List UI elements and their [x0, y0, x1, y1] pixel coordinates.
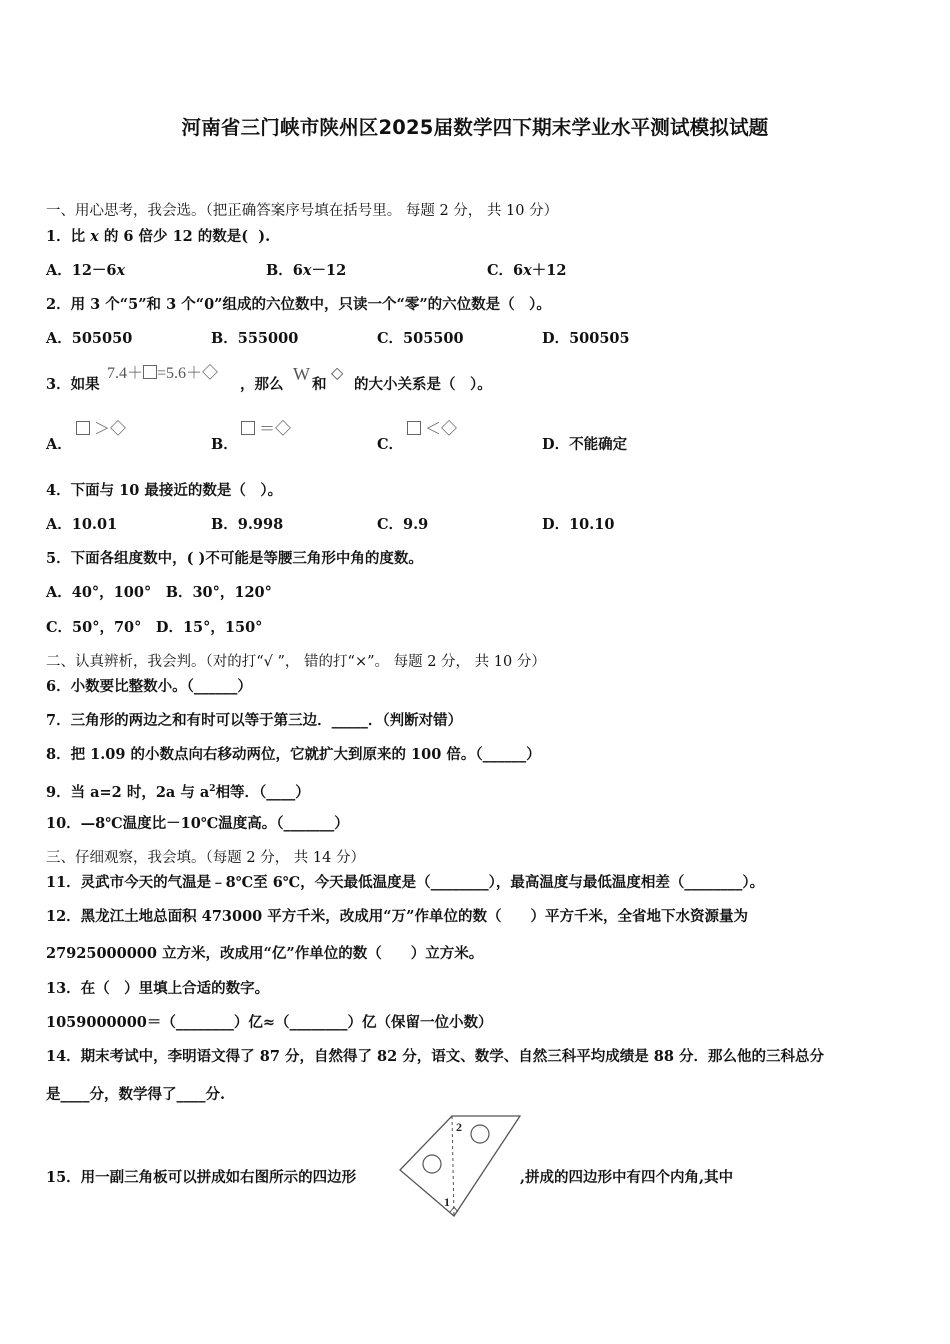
- square-icon: [407, 421, 421, 435]
- q5-stem: 5．下面各组度数中，( )不可能是等腰三角形中角的度数。: [46, 550, 423, 567]
- q3-equation: 7.4＋ =5.6＋◇: [107, 365, 219, 382]
- q3-option-a[interactable]: A．: [46, 436, 72, 453]
- section-3-header: 三、仔细观察，我会填。（每题 2 分， 共 14 分）: [46, 850, 365, 866]
- q1-stem: 1．比 x 的 6 倍少 12 的数是( ).: [46, 228, 271, 245]
- q1-option-c[interactable]: C．6x＋12: [487, 262, 567, 279]
- square-icon: [76, 421, 90, 435]
- page-title: 河南省三门峡市陕州区2025届数学四下期末学业水平测试模拟试题: [181, 116, 769, 139]
- q3-stem-d: 的大小关系是（ ）。: [354, 376, 492, 393]
- q1-option-a[interactable]: A．12－6x: [46, 262, 126, 279]
- q8: 8．把 1.09 的小数点向右移动两位，它就扩大到原来的 100 倍。（______）: [46, 746, 541, 763]
- q3-option-c[interactable]: C．: [377, 436, 404, 453]
- q3-option-c-expr: ＜◇: [407, 420, 457, 440]
- q15-stem-b: ,拼成的四边形中有四个内角,其中: [520, 1169, 734, 1186]
- q4-option-c[interactable]: C．9.9: [377, 516, 429, 533]
- q3-stem-b: ，那么: [240, 376, 284, 393]
- angle-label-1: 1: [444, 1195, 450, 1209]
- q4-option-d[interactable]: D．10.10: [542, 516, 615, 533]
- q4-option-a[interactable]: A．10.01: [46, 516, 118, 533]
- q4-option-b[interactable]: B．9.998: [211, 516, 284, 533]
- q15-stem-a: 15．用一副三角板可以拼成如右图所示的四边形: [46, 1169, 357, 1186]
- q2-option-a[interactable]: A．505050: [46, 330, 133, 347]
- q3-option-b[interactable]: B．: [211, 436, 238, 453]
- q6: 6．小数要比整数小。（______）: [46, 678, 252, 695]
- diamond-icon: ◇: [331, 365, 344, 382]
- q3-stem-c: 和: [312, 376, 327, 393]
- q1-option-b[interactable]: B．6x－12: [266, 262, 347, 279]
- q3-option-b-expr: ＝◇: [241, 420, 291, 440]
- q5-options-row-2[interactable]: C．50°，70° D．15°，150°: [46, 619, 263, 636]
- q2-stem: 2．用 3 个“5”和 3 个“0”组成的六位数中，只读一个“零”的六位数是（ ）。: [46, 296, 551, 313]
- quadrilateral-figure: [396, 1112, 522, 1220]
- q9: 9．当 a=2 时，2a 与 $a^2$相等．（____）: [46, 783, 310, 801]
- q14-line-2: 是____分，数学得了____分.: [46, 1086, 226, 1103]
- q7: 7．三角形的两边之和有时可以等于第三边．_____．（判断对错）: [46, 712, 463, 729]
- q10: 10．—8℃温度比－10℃温度高。（_______）: [46, 815, 349, 832]
- section-2-header: 二、认真辨析，我会判。（对的打“√ ”， 错的打“×”。 每题 2 分， 共 10 分）: [46, 654, 546, 670]
- q2-option-d[interactable]: D．500505: [542, 330, 630, 347]
- q11: 11．灵武市今天的气温是﹣8℃至 6℃，今天最低温度是（________），最高温度与最低温度相差（________）。: [46, 874, 765, 891]
- square-icon: [241, 421, 255, 435]
- q3-w-symbol: W: [293, 364, 310, 384]
- q3-stem-a: 3．如果: [46, 376, 100, 393]
- q14-line-1: 14．期末考试中，李明语文得了 87 分，自然得了 82 分，语文、数学、自然三科平均成绩是 88 分．那么他的三科总分: [46, 1048, 824, 1065]
- q2-option-c[interactable]: C．505500: [377, 330, 464, 347]
- q4-stem: 4．下面与 10 最接近的数是（ ）。: [46, 482, 283, 499]
- angle-label-2: 2: [456, 1120, 462, 1134]
- q2-option-b[interactable]: B．555000: [211, 330, 299, 347]
- q3-option-d[interactable]: D．不能确定: [542, 436, 628, 453]
- section-1-header: 一、用心思考，我会选。（把正确答案序号填在括号里。 每题 2 分， 共 10 分）: [46, 203, 559, 219]
- q12-line-1: 12．黑龙江土地总面积 473000 平方千米，改成用“万”作单位的数（ ）平方千米，全省地下水资源量为: [46, 908, 748, 925]
- q5-options-row-1[interactable]: A．40°，100° B．30°，120°: [46, 584, 272, 601]
- q13-line-1: 13．在（ ）里填上合适的数字。: [46, 980, 270, 997]
- square-icon: [143, 365, 157, 379]
- q12-line-2: 27925000000 立方米，改成用“亿”作单位的数（ ）立方米。: [46, 945, 484, 962]
- q13-line-2: 1059000000＝（________）亿≈（________）亿（保留一位小数）: [46, 1014, 493, 1031]
- q3-option-a-expr: ＞◇: [76, 420, 126, 440]
